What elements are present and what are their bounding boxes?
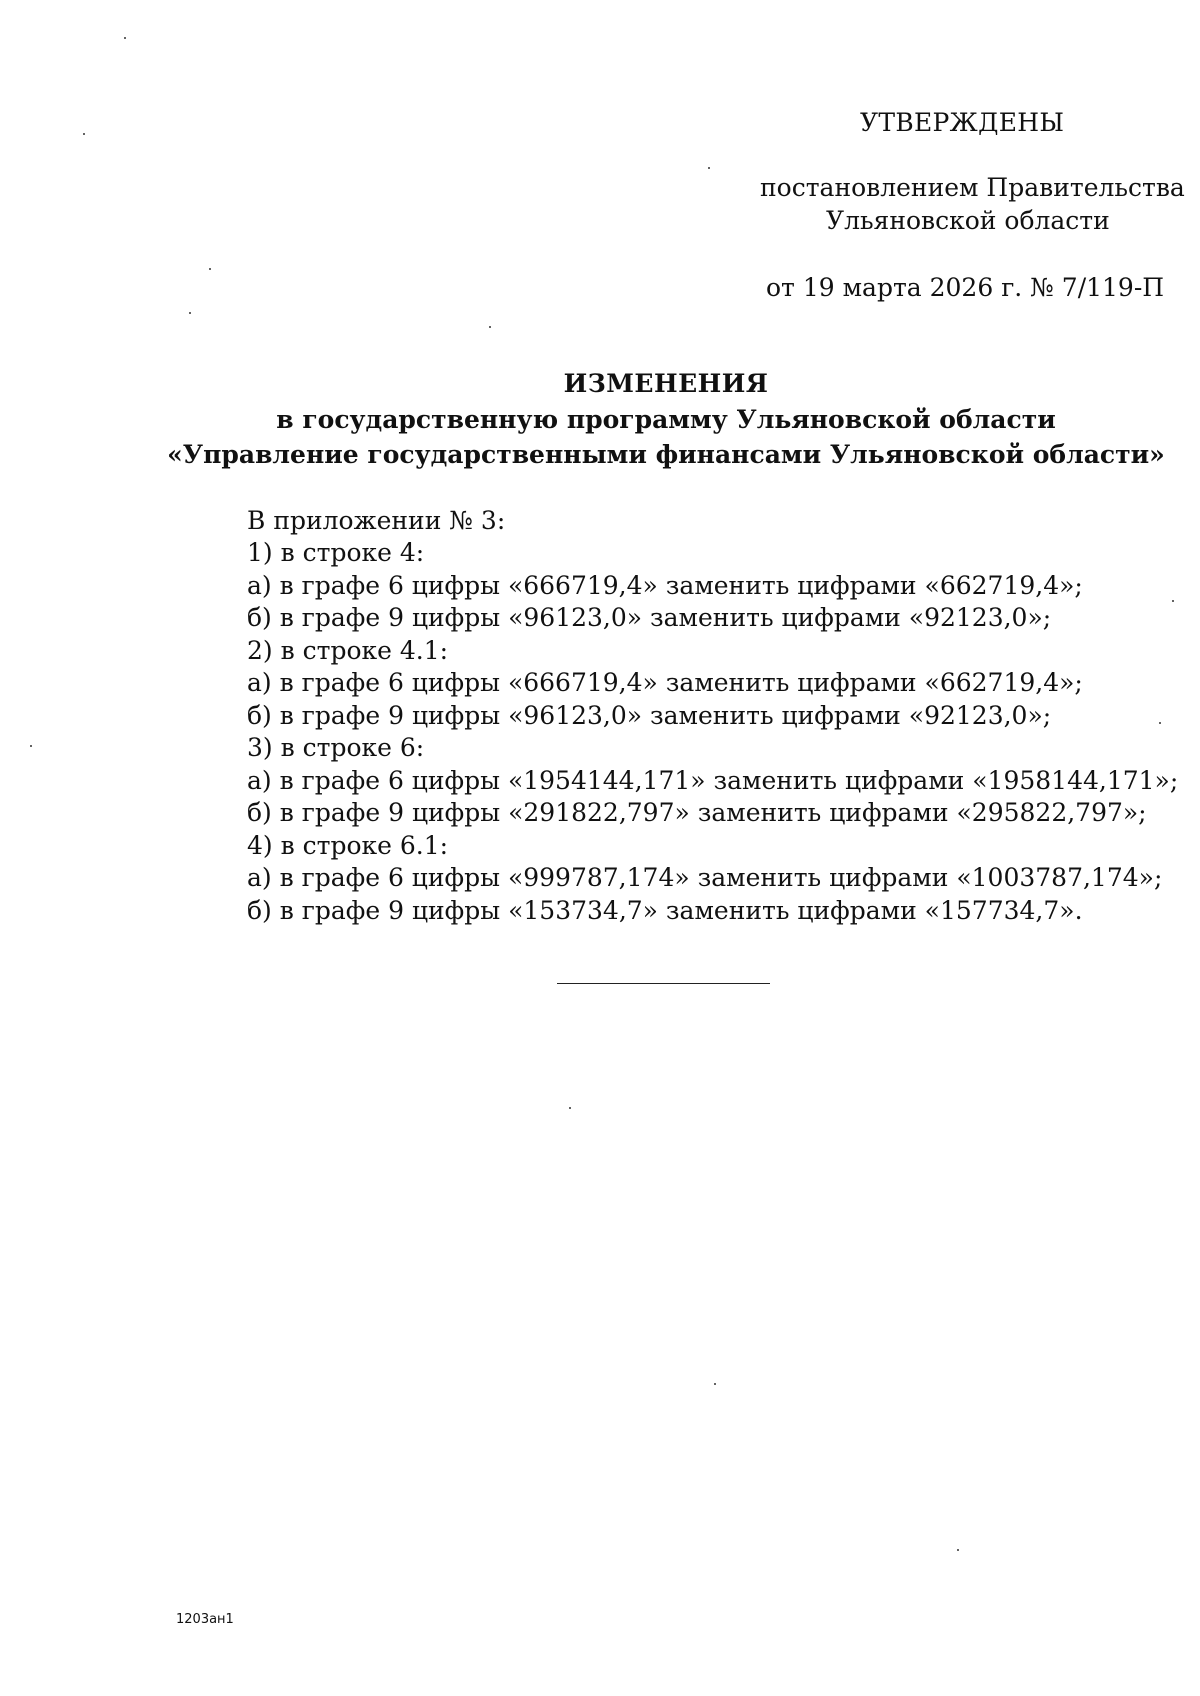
scan-speck bbox=[209, 268, 211, 270]
scan-speck bbox=[957, 1549, 959, 1551]
approval-title: УТВЕРЖДЕНЫ bbox=[860, 108, 1065, 137]
body-line: б) в графе 9 цифры «96123,0» заменить цифрами «92123,0»; bbox=[247, 701, 1052, 730]
approval-issuer-line-1: постановлением Правительства bbox=[760, 173, 1185, 202]
document-subtitle-2: «Управление государственными финансами Ульяновской области» bbox=[167, 440, 1165, 469]
body-line: б) в графе 9 цифры «96123,0» заменить цифрами «92123,0»; bbox=[247, 603, 1052, 632]
end-separator-line bbox=[557, 983, 770, 984]
body-line: 3) в строке 6: bbox=[247, 733, 425, 762]
scan-speck bbox=[1172, 600, 1174, 602]
document-subtitle-1: в государственную программу Ульяновской области bbox=[276, 405, 1056, 434]
scan-speck bbox=[569, 1107, 571, 1109]
body-line: б) в графе 9 цифры «291822,797» заменить цифрами «295822,797»; bbox=[247, 798, 1147, 827]
document-code: 1203ан1 bbox=[176, 1612, 234, 1627]
scan-speck bbox=[30, 745, 32, 747]
body-line: а) в графе 6 цифры «666719,4» заменить цифрами «662719,4»; bbox=[247, 668, 1083, 697]
scan-speck bbox=[124, 37, 126, 39]
scan-speck bbox=[489, 326, 491, 328]
scan-speck bbox=[83, 133, 85, 135]
body-line: В приложении № 3: bbox=[247, 506, 506, 535]
body-line: а) в графе 6 цифры «1954144,171» заменить цифрами «1958144,171»; bbox=[247, 766, 1179, 795]
scan-speck bbox=[1159, 722, 1161, 724]
body-line: а) в графе 6 цифры «999787,174» заменить цифрами «1003787,174»; bbox=[247, 863, 1163, 892]
body-line: 4) в строке 6.1: bbox=[247, 831, 449, 860]
scan-speck bbox=[714, 1383, 716, 1385]
body-line: 1) в строке 4: bbox=[247, 538, 425, 567]
body-line: б) в графе 9 цифры «153734,7» заменить цифрами «157734,7». bbox=[247, 896, 1083, 925]
scan-speck bbox=[708, 167, 710, 169]
body-line: 2) в строке 4.1: bbox=[247, 636, 449, 665]
body-line: а) в графе 6 цифры «666719,4» заменить цифрами «662719,4»; bbox=[247, 571, 1083, 600]
approval-issuer-line-2: Ульяновской области bbox=[826, 206, 1110, 235]
document-title: ИЗМЕНЕНИЯ bbox=[563, 369, 769, 398]
scan-speck bbox=[189, 312, 191, 314]
approval-date: от 19 марта 2026 г. № 7/119-П bbox=[766, 273, 1165, 302]
